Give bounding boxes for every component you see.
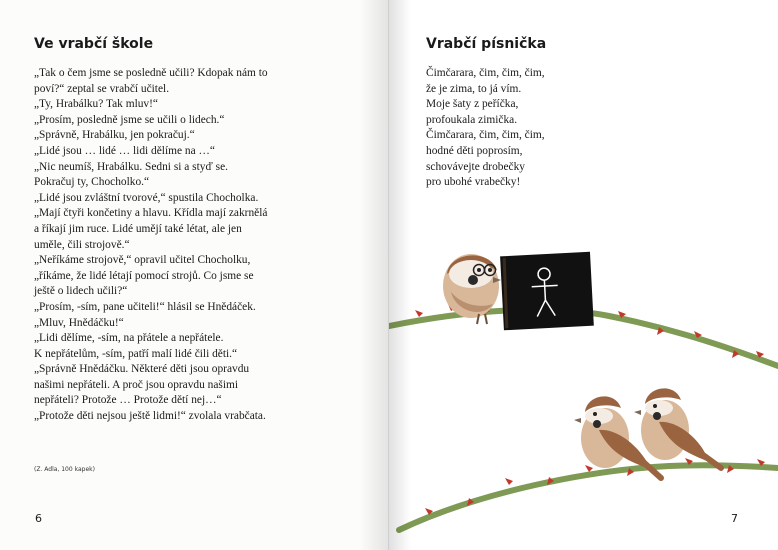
right-page: [389, 0, 778, 550]
story-line: K nepřátelům, -sím, patří malí lidé čili děti.“: [34, 347, 238, 360]
gutter-shadow: [389, 0, 411, 550]
left-page-title: Ve vrabčí škole: [34, 36, 154, 52]
sparrows-illustration: [389, 230, 778, 550]
poem-line: Čimčarara, čim, čim, čim,: [426, 67, 545, 79]
story-line: „Prosím, posledně jsme se učili o lidech.“: [34, 113, 225, 126]
story-line: „Prosím, -sím, pane učiteli!“ hlásil se Hnědáček.: [34, 300, 256, 313]
story-line: uměle, čili strojově.“: [34, 238, 130, 251]
story-line: „Nic neumíš, Hrabálku. Sedni si a styď se.: [34, 160, 229, 173]
story-line: „Ty, Hrabálku? Tak mluv!“: [34, 98, 158, 111]
story-line: Pokračuj ty, Chocholko.“: [34, 176, 150, 189]
poem-line: hodné děti poprosím,: [426, 144, 523, 157]
story-line: a říkají jim ruce. Lidé umějí také létat, ale jen: [34, 222, 242, 235]
poem-line: schovávejte drobečky: [426, 160, 525, 173]
page-number-left: 6: [35, 512, 42, 525]
story-line: „Lidé jsou zvláštní tvorové,“ spustila Chocholka.: [34, 191, 259, 204]
story-line: „Mluv, Hnědáčku!“: [34, 316, 124, 329]
poem-line: že je zima, to já vím.: [426, 82, 522, 95]
story-line: „Protože děti nejsou ještě lidmi!“ zvolala vrabčata.: [34, 410, 266, 423]
source-note: (Z. Adla, 100 kapek): [34, 466, 95, 473]
story-line: „Správně Hnědáčku. Některé děti jsou opravdu: [34, 363, 250, 376]
poem-line: pro ubohé vrabečky!: [426, 176, 521, 189]
gutter-shadow: [360, 0, 389, 550]
right-page-title: Vrabčí písnička: [426, 36, 547, 52]
poem-text: [426, 66, 626, 191]
story-line: „Mají čtyři končetiny a hlavu. Křídla mají zakrnělá: [34, 207, 268, 220]
story-line: „Správně, Hrabálku, jen pokračuj.“: [34, 129, 195, 142]
story-line: našimi nepřáteli. A proč jsou opravdu našimi: [34, 378, 239, 391]
story-line: „Tak o čem jsme se posledně učili? Kdopak nám to: [34, 67, 268, 79]
blackboard: [500, 252, 594, 331]
story-text: [34, 66, 364, 425]
poem-line: Moje šaty z peříčka,: [426, 98, 519, 111]
poem-line: profoukala zimička.: [426, 113, 518, 126]
left-page: [0, 0, 388, 550]
story-line: poví?“ zeptal se vrabčí učitel.: [34, 82, 170, 95]
story-line: „říkáme, že lidé létají pomocí strojů. Co jsme se: [34, 269, 254, 282]
story-line: ještě o lidech učili?“: [34, 285, 128, 298]
story-line: „Lidé jsou … lidé … lidi dělíme na …“: [34, 144, 215, 157]
poem-line: Čimčarara, čim, čim, čim,: [426, 129, 545, 142]
sparrow-right: [634, 388, 721, 468]
page-number-right: 7: [731, 512, 738, 525]
story-line: „Neříkáme strojově,“ opravil učitel Chocholku,: [34, 254, 251, 267]
story-line: nepřáteli? Protože … Protože dětí nej…“: [34, 394, 222, 407]
lower-branch: [399, 465, 778, 530]
story-line: „Lidi dělíme, -sím, na přátele a nepřátele.: [34, 332, 224, 345]
